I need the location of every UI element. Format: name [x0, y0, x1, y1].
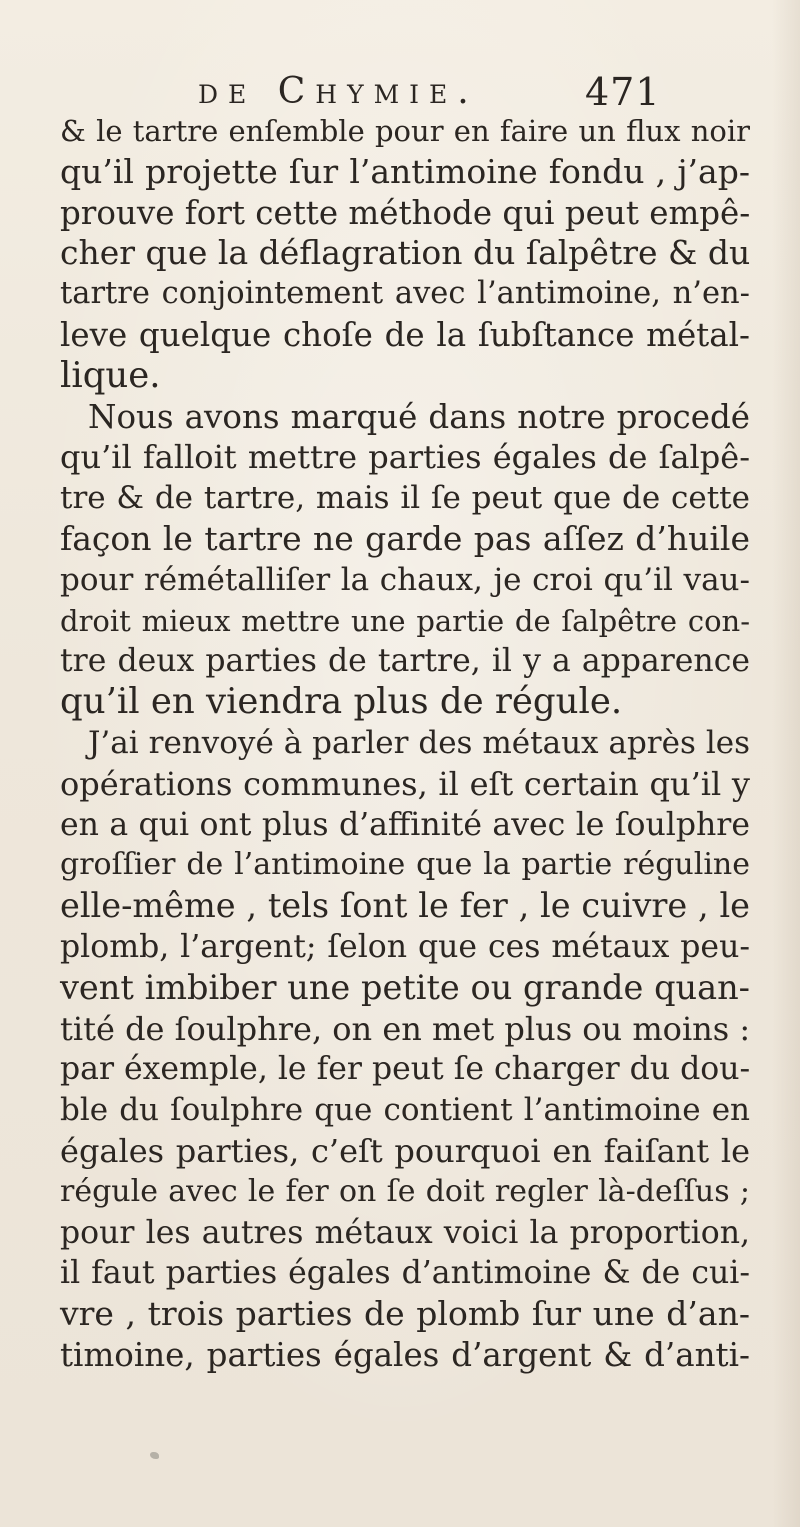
text-line: pour rémétalliſer la chaux, je croi qu’il vau-: [60, 561, 750, 598]
text-line: elle-même , tels ſont le fer , le cuivre , le: [60, 886, 750, 926]
text-line: cher que la déflagration du ſalpêtre & du: [60, 233, 751, 273]
text-line: J’ai renvoyé à parler des métaux après les: [88, 724, 750, 761]
text-line: prouve fort cette méthode qui peut empê-: [60, 193, 751, 232]
text-line: tre & de tartre, mais il ſe peut que de cette: [60, 480, 750, 517]
text-line: groſſier de l’antimoine que la partie réguline: [60, 847, 750, 883]
text-line: Nous avons marqué dans notre procedé: [88, 397, 750, 436]
text-line: qu’il falloit mettre parties égales de ſalpê-: [60, 438, 750, 477]
text-line: pour les autres métaux voici la proportion,: [60, 1214, 750, 1251]
text-line: vent imbiber une petite ou grande quan-: [60, 967, 750, 1007]
text-line: régule avec le fer on ſe doit regler là-deſſus ;: [60, 1173, 750, 1209]
body-text: [60, 111, 750, 1376]
text-line: égales parties, c’eſt pourquoi en faiſant le: [60, 1131, 750, 1170]
text-line: timoine, parties égales d’argent & d’anti-: [60, 1335, 750, 1374]
text-line: façon le tartre ne garde pas aſſez d’huile: [60, 518, 750, 558]
text-line: tité de ſoulphre, on en met plus ou moins :: [60, 1009, 751, 1048]
ink-speck: [150, 1452, 159, 1459]
page-number: 471: [585, 70, 661, 114]
text-line: vre , trois parties de plomb ſur une d’an-: [60, 1294, 750, 1334]
text-line: droit mieux mettre une partie de ſalpêtre con-: [60, 603, 750, 638]
text-line: plomb, l’argent; ſelon que ces métaux peu-: [60, 928, 750, 965]
text-line: par éxemple, le fer peut ſe charger du dou-: [60, 1051, 751, 1088]
text-line: ble du ſoulphre que contient l’antimoine en: [60, 1092, 750, 1129]
text-line: en a qui ont plus d’affinité avec le ſoulphre: [60, 806, 750, 843]
text-line: qu’il projette ſur l’antimoine fondu , j’ap-: [60, 151, 750, 191]
text-line: leve quelque choſe de la ſubſtance métal-: [60, 315, 750, 354]
text-line: tre deux parties de tartre, il y a apparence: [60, 643, 750, 680]
running-title: de Chymie.: [198, 71, 479, 112]
text-line: tartre conjointement avec l’antimoine, n’en-: [60, 276, 750, 312]
text-line: opérations communes, il eſt certain qu’il y: [60, 764, 750, 803]
text-line: qu’il en viendra plus de régule.: [60, 681, 623, 723]
text-line: il faut parties égales d’antimoine & de cui-: [60, 1255, 750, 1292]
page-edge-shadow: [772, 0, 800, 1527]
text-line: lique.: [60, 354, 161, 396]
text-line: & le tartre enſemble pour en faire un flux noir: [60, 114, 750, 148]
